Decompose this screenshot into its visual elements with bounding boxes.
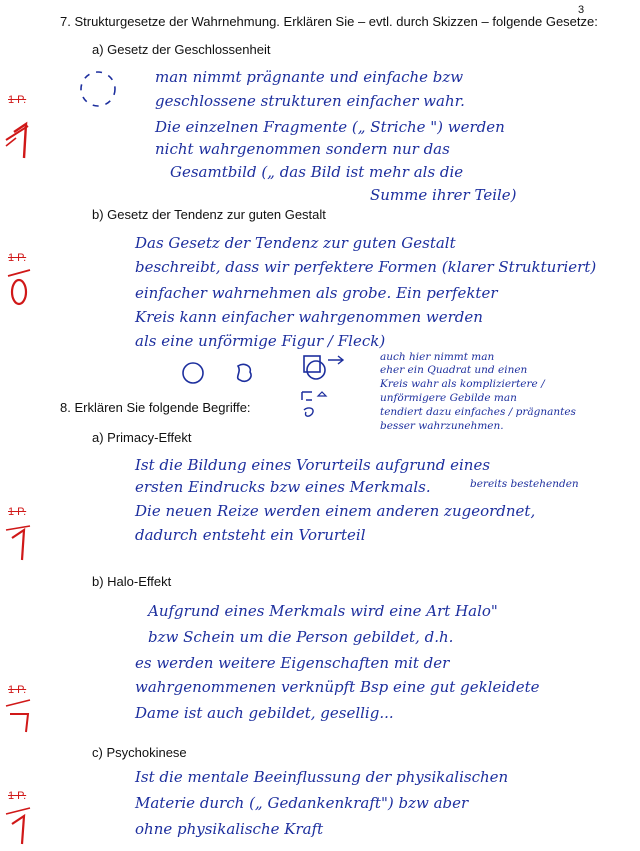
q7b-note-line: auch hier nimmt man: [380, 351, 495, 363]
q8c-answer-line: Materie durch („ Gedankenkraft") bzw aber: [135, 794, 469, 812]
q7b-points: 1 P.: [8, 252, 27, 264]
q7a-score-mark: [4, 120, 34, 160]
q8c-points: 1 P.: [8, 790, 27, 802]
q8b-points: 1 P.: [8, 684, 27, 696]
q7b-note-line: besser wahrzunehmen.: [380, 420, 504, 432]
q8c-label: c) Psychokinese: [92, 745, 187, 760]
q7a-answer-line: Summe ihrer Teile): [370, 186, 517, 204]
q7b-answer-line: Kreis kann einfacher wahrgenommen werden: [135, 308, 483, 326]
q8b-answer-line: Aufgrund eines Merkmals wird eine Art Halo": [148, 602, 498, 620]
q8a-insert-text: bereits bestehenden: [470, 478, 579, 490]
q7b-note-line: Kreis wahr als kompliziertere /: [380, 378, 545, 390]
q7a-answer-line: nicht wahrgenommen sondern nur das: [155, 140, 450, 158]
q7b-note-line: tendiert dazu einfaches / prägnantes: [380, 406, 576, 418]
q7a-answer-line: man nimmt prägnante und einfache bzw: [155, 68, 464, 86]
q8c-answer-line: Ist die mentale Beeinflussung der physikalischen: [135, 768, 509, 786]
q8a-answer-line: ersten Eindrucks bzw eines Merkmals.: [135, 478, 431, 496]
q8a-answer-line: Die neuen Reize werden einem anderen zugeordnet,: [135, 502, 536, 520]
q8a-points: 1 P.: [8, 506, 27, 518]
q7a-answer-line: Gesamtbild („ das Bild ist mehr als die: [170, 163, 464, 181]
question-7-title: 7. Strukturgesetze der Wahrnehmung. Erklären Sie – evtl. durch Skizzen – folgende Gesetze:: [60, 14, 598, 29]
q7b-note-line: eher ein Quadrat und einen: [380, 364, 528, 376]
q8a-answer-line: Ist die Bildung eines Vorurteils aufgrund eines: [135, 456, 491, 474]
q8a-answer-line: dadurch entsteht ein Vorurteil: [135, 526, 366, 544]
q7b-label: b) Gesetz der Tendenz zur guten Gestalt: [92, 207, 326, 222]
q8b-answer-line: bzw Schein um die Person gebildet, d.h.: [148, 628, 454, 646]
blob-sketch: [232, 360, 258, 386]
q7b-note-line: unförmigere Gebilde man: [380, 392, 517, 404]
q7a-answer-line: Die einzelnen Fragmente („ Striche ") werden: [155, 118, 505, 136]
q7a-label: a) Gesetz der Geschlossenheit: [92, 42, 271, 57]
q7a-answer-line: geschlossene strukturen einfacher wahr.: [155, 92, 465, 110]
q8b-answer-line: wahrgenommenen verknüpft Bsp eine gut gekleidete: [135, 678, 540, 696]
question-8-title: 8. Erklären Sie folgende Begriffe:: [60, 400, 251, 415]
q7b-score-mark: [4, 268, 34, 308]
q8b-label: b) Halo-Effekt: [92, 574, 172, 589]
q7b-answer-line: beschreibt, dass wir perfektere Formen (klarer Strukturiert): [135, 258, 597, 276]
fragment-sketch: [298, 388, 338, 422]
q7b-answer-line: Das Gesetz der Tendenz zur guten Gestalt: [135, 234, 456, 252]
q8a-score-mark: [4, 524, 34, 564]
q8a-label: a) Primacy-Effekt: [92, 430, 192, 445]
circle-sketch: [180, 360, 206, 386]
q7a-points: 1 P.: [8, 94, 27, 106]
page-number: 3: [578, 4, 585, 16]
q8c-score-mark: [4, 806, 34, 846]
q7b-answer-line: einfacher wahrnehmen als grobe. Ein perfekter: [135, 284, 498, 302]
q8b-score-mark: [4, 700, 34, 740]
dashed-circle-sketch: [76, 66, 120, 112]
q8b-answer-line: es werden weitere Eigenschaften mit der: [135, 654, 450, 672]
square-circle-sketch: [298, 350, 358, 384]
q8c-answer-line: ohne physikalische Kraft: [135, 820, 324, 838]
q7b-answer-line: als eine unförmige Figur / Fleck): [135, 332, 386, 350]
q8b-answer-line: Dame ist auch gebildet, gesellig...: [135, 704, 394, 722]
